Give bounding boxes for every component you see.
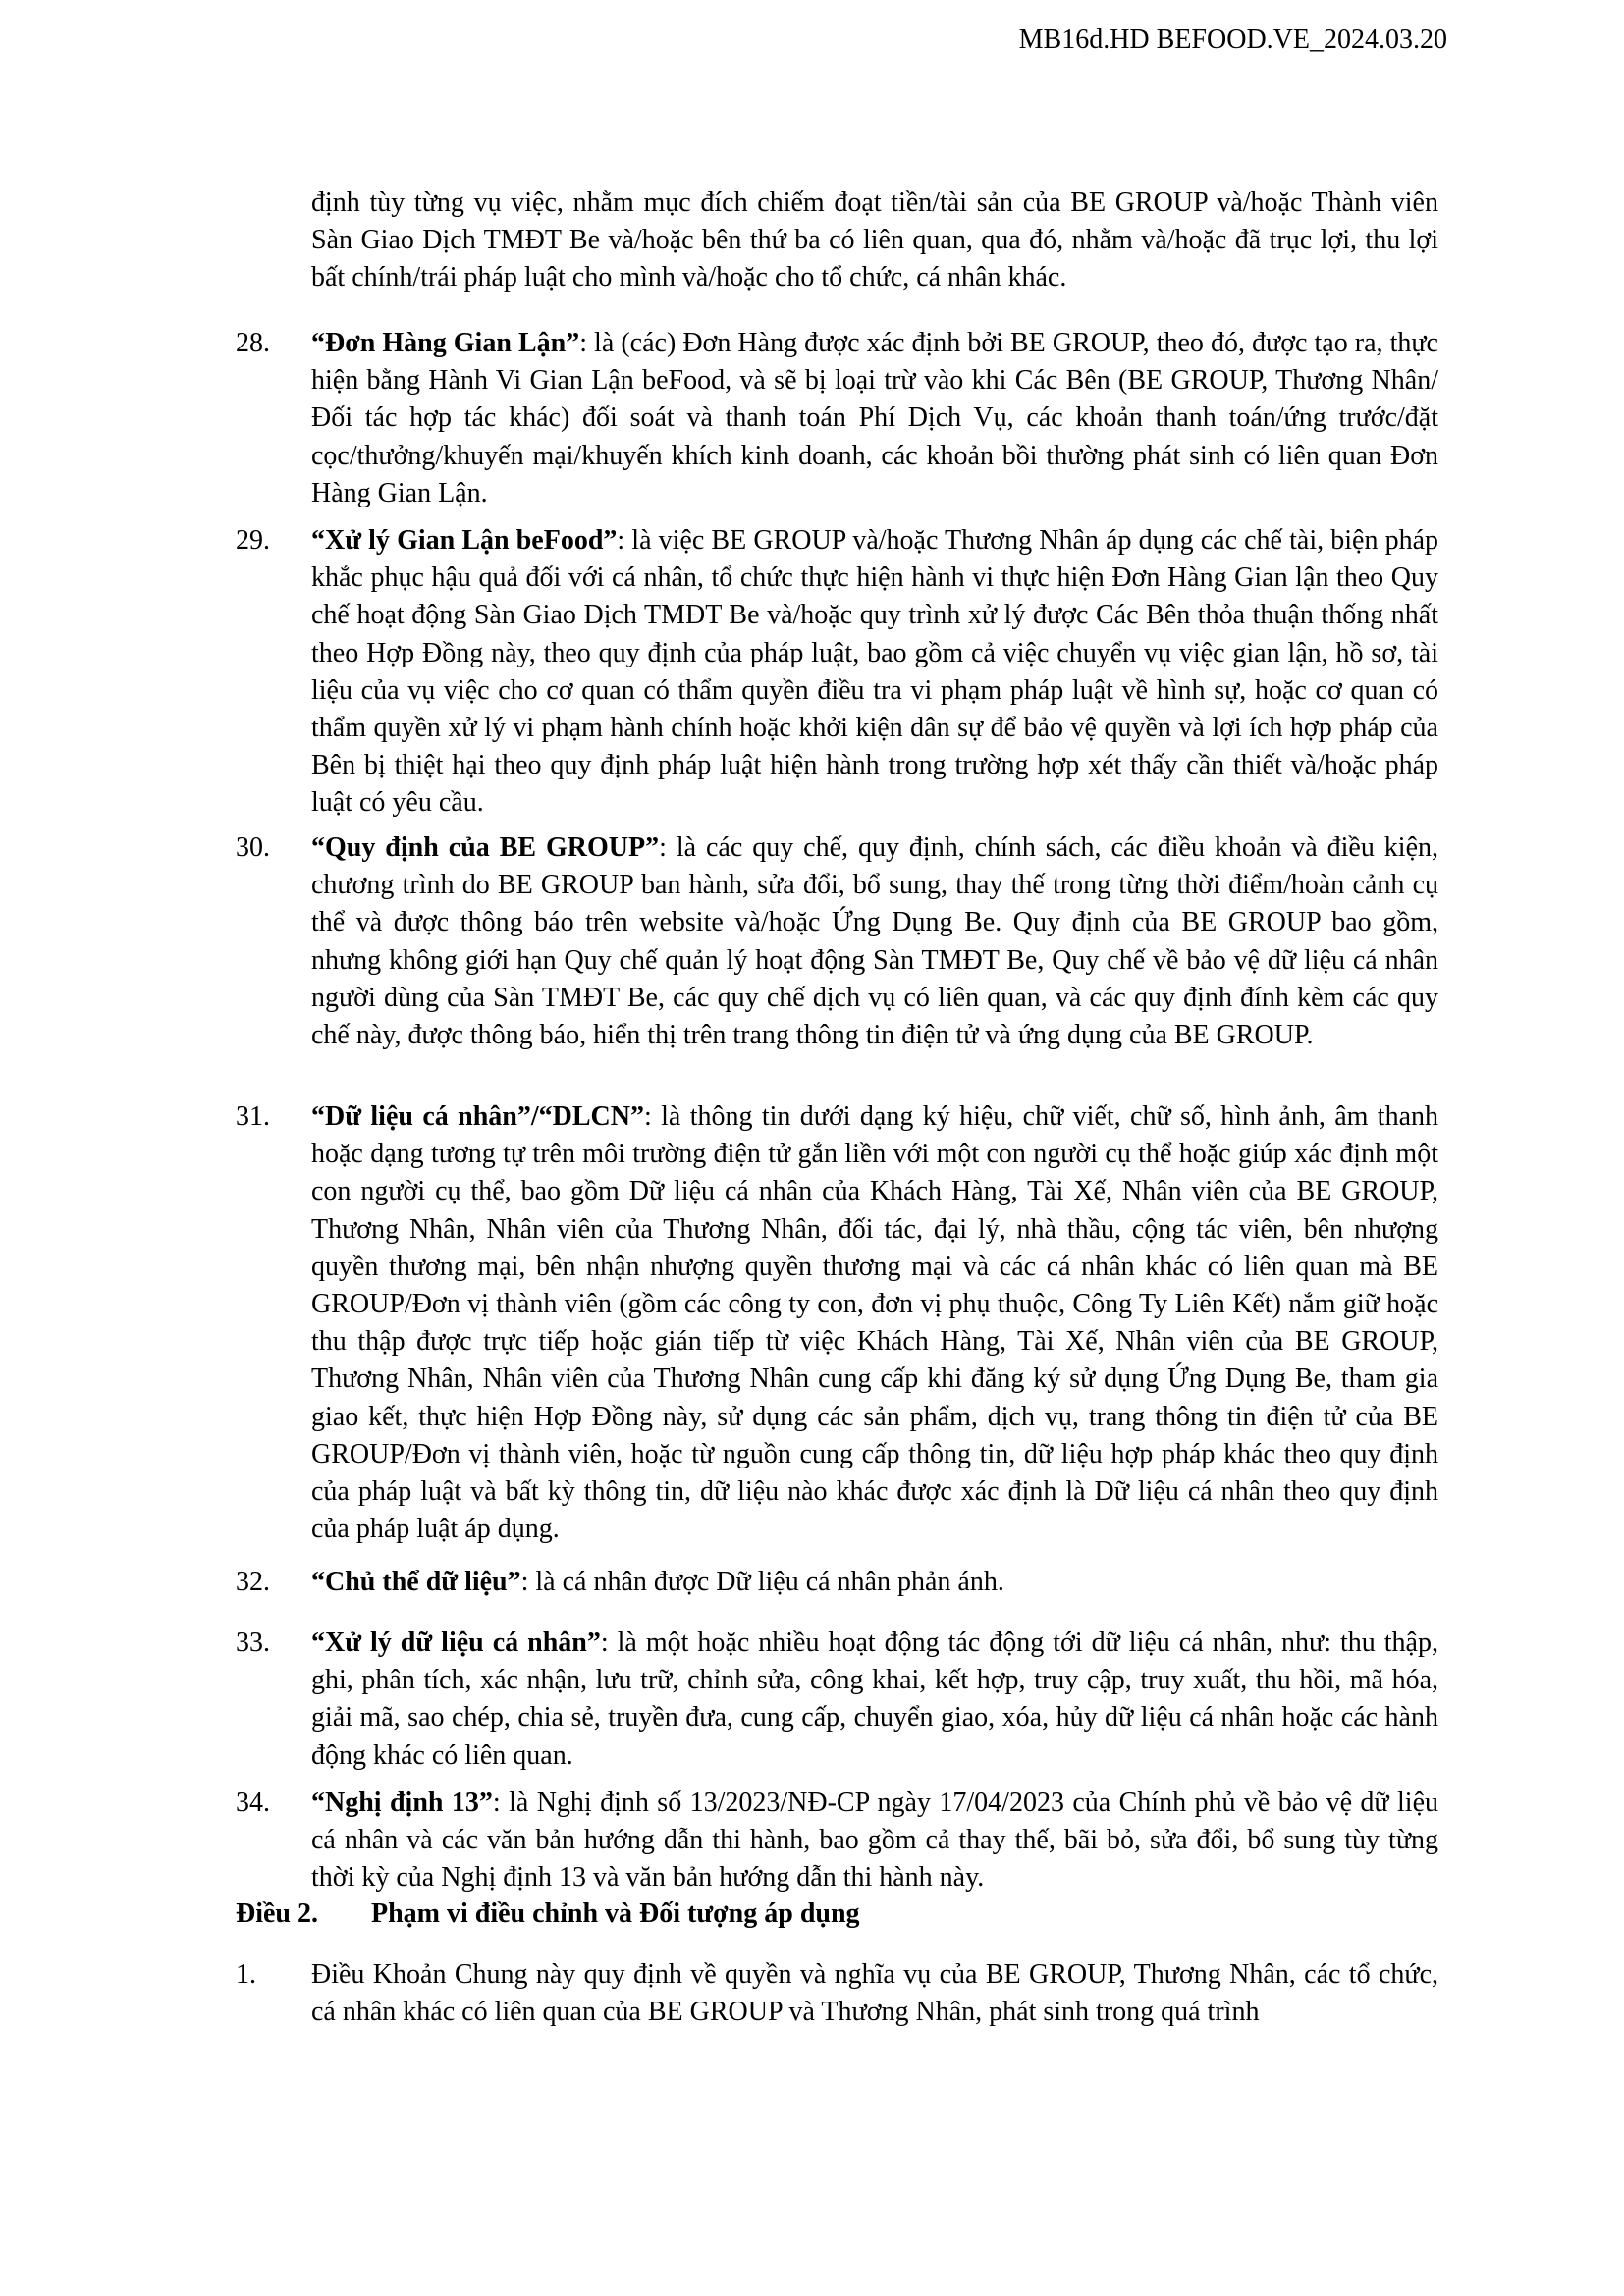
definition-item-28 (236, 325, 1438, 512)
definition-item-33 (236, 1625, 1438, 1775)
item-number: 30. (236, 832, 270, 863)
definition-text: : là một hoặc nhiều hoạt động tác động tới dữ liệu cá nhân, như: thu thập, ghi, phân tích, xác nhận, lưu trữ, chỉnh sửa, công khai, kết hợp, truy cập, truy xuất, thu hồi, mã hóa, giải mã, sao chép, chia sẻ, truyền đưa, cung cấp, chuyển giao, xóa, hủy dữ liệu cá nhân hoặc các hành động khác có liên quan. (311, 1628, 1438, 1771)
intro-paragraph: định tùy từng vụ việc, nhằm mục đích chiếm đoạt tiền/tài sản của BE GROUP và/hoặc Thành viên Sàn Giao Dịch TMĐT Be và/hoặc bên thứ ba có liên quan, qua đó, nhằm và/hoặc đã trục lợi, thu lợi bất chính/trái pháp luật cho mình và/hoặc cho tổ chức, cá nhân khác. (311, 187, 1438, 294)
item-number: 31. (236, 1101, 270, 1132)
item-number: 29. (236, 525, 270, 556)
definition-item-30 (236, 829, 1438, 1054)
item-number: 1. (236, 1959, 256, 1990)
item-number: 28. (236, 328, 270, 358)
item-number: 32. (236, 1567, 270, 1597)
definition-text: : là việc BE GROUP và/hoặc Thương Nhân áp dụng các chế tài, biện pháp khắc phục hậu quả đối với cá nhân, tổ chức thực hiện hành vi thực hiện Đơn Hàng Gian lận theo Quy chế hoạt động Sàn Giao Dịch TMĐT Be và/hoặc quy trình xử lý được Các Bên thỏa thuận thống nhất theo Hợp Đồng này, theo quy định của pháp luật, bao gồm cả việc chuyển vụ việc gian lận, hồ sơ, tài liệu của vụ việc cho cơ quan có thẩm quyền điều tra vi phạm pháp luật về hình sự, hoặc cơ quan có thẩm quyền xử lý vi phạm hành chính hoặc khởi kiện dân sự để bảo vệ quyền và lợi ích hợp pháp của Bên bị thiệt hại theo quy định pháp luật hiện hành trong trường hợp xét thấy cần thiết và/hoặc pháp luật có yêu cầu. (311, 525, 1438, 819)
definition-text: : là các quy chế, quy định, chính sách, các điều khoản và điều kiện, chương trình do BE GROUP ban hành, sửa đổi, bổ sung, thay thế trong từng thời điểm/hoàn cảnh cụ thể và được thông báo trên website và/hoặc Ứng Dụng Be. Quy định của BE GROUP bao gồm, nhưng không giới hạn Quy chế quản lý hoạt động Sàn TMĐT Be, Quy chế về bảo vệ dữ liệu cá nhân người dùng của Sàn TMĐT Be, các quy chế dịch vụ có liên quan, và các quy định đính kèm các quy chế này, được thông báo, hiển thị trên trang thông tin điện tử và ứng dụng của BE GROUP. (311, 832, 1439, 1051)
definition-term: “Quy định của BE GROUP” (311, 832, 660, 863)
item-number: 33. (236, 1628, 270, 1658)
definition-text: : là cá nhân được Dữ liệu cá nhân phản ánh. (520, 1567, 1004, 1597)
definition-term: “Xử lý Gian Lận beFood” (311, 525, 618, 556)
definition-item-31 (236, 1098, 1438, 1548)
article-title: Phạm vi điều chỉnh và Đối tượng áp dụng (371, 1898, 860, 1929)
article-item-text: Điều Khoản Chung này quy định về quyền và nghĩa vụ của BE GROUP, Thương Nhân, các tổ chức, cá nhân khác có liên quan của BE GROUP và Thương Nhân, phát sinh trong quá trình (311, 1959, 1438, 2028)
article-heading (236, 1896, 860, 1933)
article-label: Điều 2. (236, 1898, 318, 1929)
definition-term: “Chủ thể dữ liệu” (311, 1567, 521, 1597)
article-item-1 (236, 1956, 1438, 2031)
definition-text: : là Nghị định số 13/2023/NĐ-CP ngày 17/04/2023 của Chính phủ về bảo vệ dữ liệu cá nhân và các văn bản hướng dẫn thi hành, bao gồm cả thay thế, bãi bỏ, sửa đổi, bổ sung tùy từng thời kỳ của Nghị định 13 và văn bản hướng dẫn thi hành này. (311, 1788, 1438, 1894)
definition-term: “Dữ liệu cá nhân”/“DLCN” (311, 1101, 644, 1132)
definition-item-32 (236, 1564, 1438, 1601)
item-number: 34. (236, 1788, 270, 1818)
definition-text: : là thông tin dưới dạng ký hiệu, chữ viết, chữ số, hình ảnh, âm thanh hoặc dạng tương tự trên môi trường điện tử gắn liền với một con người cụ thể hoặc giúp xác định một con người cụ thể, bao gồm Dữ liệu cá nhân của Khách Hàng, Tài Xế, Nhân viên của BE GROUP, Thương Nhân, Nhân viên của Thương Nhân, đối tác, đại lý, nhà thầu, cộng tác viên, bên nhượng quyền thương mại, bên nhận nhượng quyền thương mại và các cá nhân khác có liên quan mà BE GROUP/Đơn vị thành viên (gồm các công ty con, đơn vị phụ thuộc, Công Ty Liên Kết) nắm giữ hoặc thu thập được trực tiếp hoặc gián tiếp từ việc Khách Hàng, Tài Xế, Nhân viên của BE GROUP, Thương Nhân, Nhân viên của Thương Nhân cung cấp khi đăng ký sử dụng Ứng Dụng Be, tham gia giao kết, thực hiện Hợp Đồng này, sử dụng các sản phẩm, dịch vụ, trang thông tin điện tử của BE GROUP/Đơn vị thành viên, hoặc từ nguồn cung cấp thông tin, dữ liệu hợp pháp khác theo quy định của pháp luật và bất kỳ thông tin, dữ liệu nào khác được xác định là Dữ liệu cá nhân theo quy định của pháp luật áp dụng. (311, 1101, 1438, 1545)
definition-term: “Xử lý dữ liệu cá nhân” (311, 1628, 601, 1658)
definition-term: “Đơn Hàng Gian Lận” (311, 328, 580, 358)
definition-item-29 (236, 522, 1438, 823)
definition-text: : là (các) Đơn Hàng được xác định bởi BE GROUP, theo đó, được tạo ra, thực hiện bằng Hành Vi Gian Lận beFood, và sẽ bị loại trừ vào khi Các Bên (BE GROUP, Thương Nhân/Đối tác hợp tác khác) đối soát và thanh toán Phí Dịch Vụ, các khoản thanh toán/ứng trước/đặt cọc/thưởng/khuyến mại/khuyến khích kinh doanh, các khoản bồi thường phát sinh có liên quan Đơn Hàng Gian Lận. (311, 328, 1438, 508)
definition-term: “Nghị định 13” (311, 1788, 493, 1818)
definition-item-34 (236, 1785, 1438, 1897)
document-code: MB16d.HD BEFOOD.VE_2024.03.20 (1018, 25, 1447, 55)
